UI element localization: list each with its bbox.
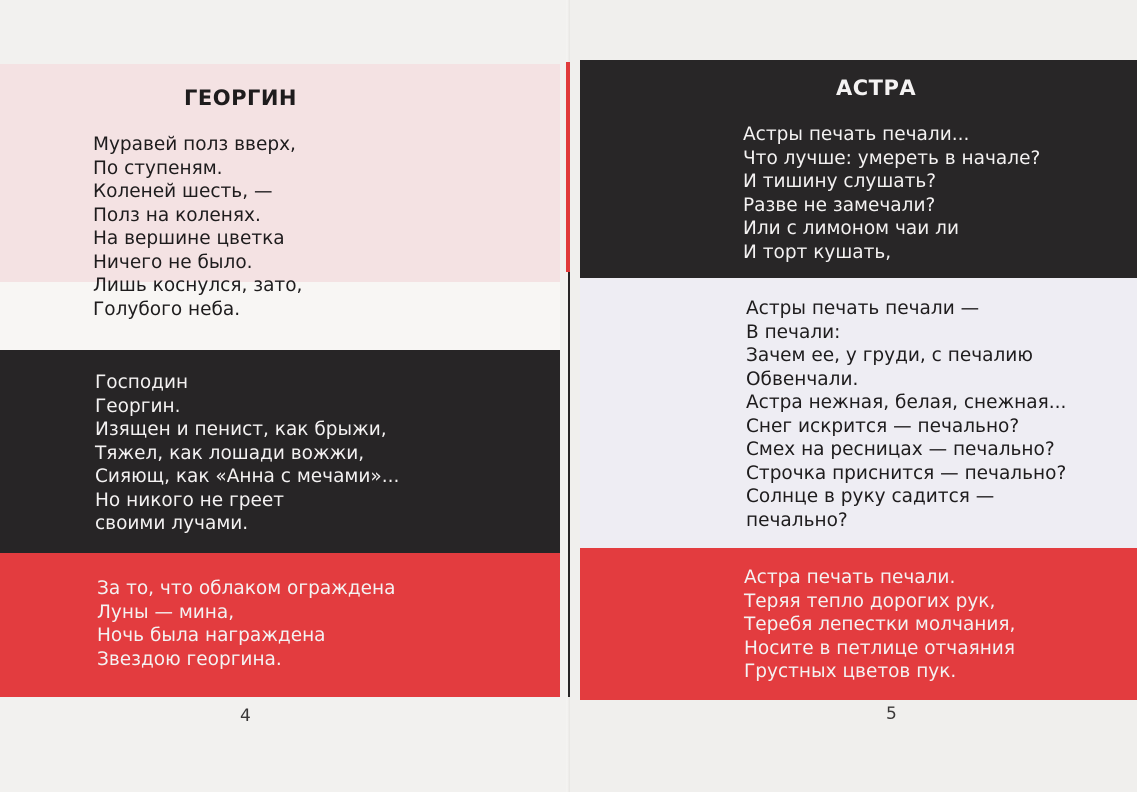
poem-line: Голубого неба. — [93, 298, 241, 320]
stanza-1 — [743, 123, 1040, 264]
poem-line: Что лучше: умереть в начале? — [743, 147, 1041, 169]
poem-line: Астра печать печали. — [744, 567, 956, 588]
poem-line: Солнце в руку садится — — [746, 486, 995, 507]
stanza-2 — [746, 297, 1066, 532]
poem-line: печально? — [746, 509, 848, 531]
page-number: 5 — [886, 704, 897, 724]
poem-line: Снег искрится — печально? — [746, 415, 1020, 437]
poem-line: Теряя тепло дорогих рук, — [744, 590, 996, 612]
poem-line: Но никого не греет — [95, 489, 285, 511]
poem-line: Сияющ, как «Анна с мечами»... — [95, 466, 400, 487]
poem-line: За то, что облаком ограждена — [97, 578, 396, 599]
poem-line: Полз на коленях. — [93, 204, 261, 226]
poem-line: Коленей шесть, — — [93, 181, 273, 202]
poem-line: И торт кушать, — [743, 241, 892, 263]
poem-line: Ночь была награждена — [97, 625, 326, 646]
stanza-2 — [95, 371, 399, 536]
poem-line: В печали: — [746, 321, 841, 343]
poem-line: Луны — мина, — [97, 601, 235, 623]
poem-line: По ступеням. — [93, 157, 223, 179]
poem-line: На вершине цветка — [93, 228, 285, 249]
poem-line: Или с лимоном чаи ли — [743, 218, 960, 239]
poem-line: Носите в петлице отчаяния — [744, 637, 1015, 659]
page-number: 4 — [240, 706, 251, 726]
poem-title: ГЕОРГИН — [184, 86, 298, 110]
poem-line: Зачем ее, у груди, с печалию — [746, 345, 1033, 366]
poem-line: Муравей полз вверх, — [93, 134, 296, 155]
poem-line: Теребя лепестки молчания, — [744, 614, 1016, 635]
stanza-1 — [93, 133, 302, 321]
poem-line: Изящен и пенист, как брыжи, — [95, 419, 387, 440]
stanza-3 — [744, 566, 1015, 684]
poem-line: Смех на ресницах — печально? — [746, 439, 1055, 460]
poem-line: Строчка приснится — печально? — [746, 462, 1067, 484]
poem-line: Обвенчали. — [746, 368, 859, 390]
poem-title: АСТРА — [836, 76, 917, 100]
poem-line: Астры печать печали... — [743, 124, 970, 145]
poem-line: Лишь коснулся, зато, — [93, 275, 303, 296]
poem-line: Ничего не было. — [93, 251, 253, 273]
right-page — [570, 0, 1137, 792]
poem-line: Господин — [95, 372, 189, 393]
poem-line: Разве не замечали? — [743, 194, 936, 216]
poem-line: своими лучами. — [95, 513, 249, 534]
poem-line: И тишину слушать? — [743, 171, 937, 192]
poem-line: Астра нежная, белая, снежная... — [746, 392, 1067, 413]
left-page — [0, 0, 566, 792]
poem-line: Астры печать печали — — [746, 298, 980, 319]
stanza-3 — [97, 577, 395, 671]
poem-line: Звездою георгина. — [97, 648, 282, 670]
poem-line: Грустных цветов пук. — [744, 661, 957, 682]
poem-line: Георгин. — [95, 395, 181, 417]
poem-line: Тяжел, как лошади вожжи, — [95, 442, 365, 464]
